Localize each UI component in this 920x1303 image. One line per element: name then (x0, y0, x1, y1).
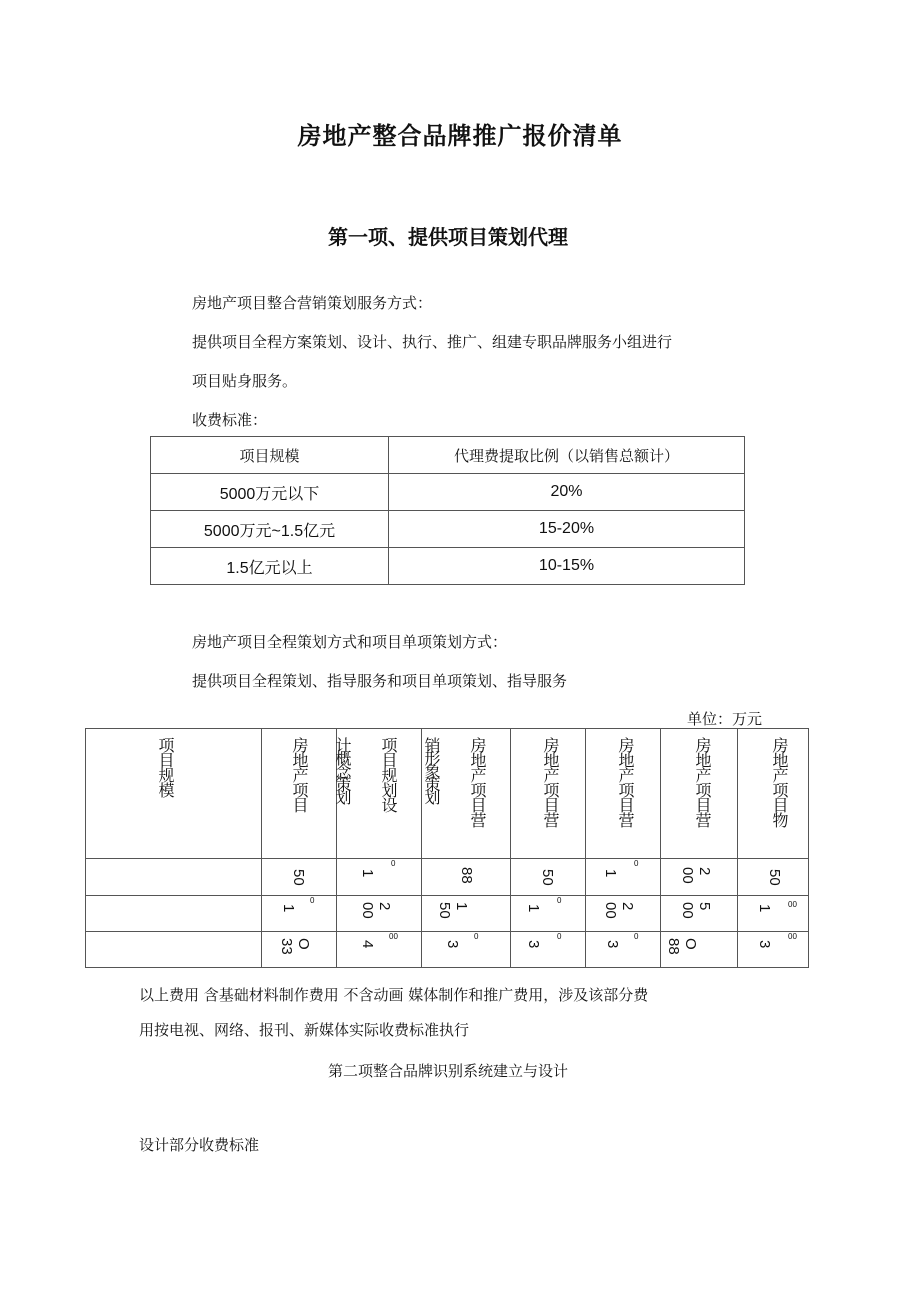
agency-fee-table (150, 436, 745, 585)
fee-value: 5 00 (679, 902, 713, 919)
fee-cell (337, 932, 422, 968)
service-mode-heading: 房地产项目整合营销策划服务方式： (192, 294, 433, 312)
fee-value: 3 (525, 940, 542, 949)
fee-cell (422, 859, 511, 896)
fee-value: 1 (602, 869, 619, 878)
fee-value: O 33 (278, 938, 312, 955)
fee-value: 1 50 (436, 902, 470, 919)
zero-mark: 00 (788, 932, 797, 941)
planning-mode-description: 提供项目全程策划、指导服务和项目单项策划、指导服务 (192, 672, 568, 690)
zero-mark: 00 (389, 932, 398, 941)
header-project-scale: 项目规模 (151, 437, 389, 474)
page-title: 房地产整合品牌推广报价清单 (297, 122, 623, 150)
header-text: 房地产项目物 (770, 737, 789, 827)
table-row (86, 932, 809, 968)
scale-cell: 5000万元~1.5亿元 (151, 511, 389, 548)
scale-cell (86, 932, 262, 968)
zero-mark: 0 (634, 932, 639, 941)
fee-cell (262, 859, 337, 896)
table-row (151, 548, 745, 585)
fee-value: 3 (756, 940, 773, 949)
section-1-title: 第一项、提供项目策划代理 (328, 225, 568, 249)
fee-value: 50 (290, 869, 307, 886)
fee-value: 3 (444, 940, 461, 949)
fee-value: 2 00 (359, 902, 393, 919)
fee-cell (586, 932, 661, 968)
fee-cell (511, 896, 586, 932)
scale-cell: 5000万元以下 (151, 474, 389, 511)
header-cell (738, 729, 809, 859)
header-text: 销形象策划 (422, 737, 441, 802)
header-cell (333, 729, 422, 859)
fee-cell (511, 932, 586, 968)
header-cell (86, 729, 262, 859)
header-cell (262, 729, 337, 859)
header-text: 房地产项目营 (468, 737, 487, 827)
service-description-line1: 提供项目全程方案策划、设计、执行、推广、组建专职品牌服务小组进行 (192, 333, 673, 351)
zero-mark: 0 (391, 859, 396, 868)
planning-fee-table (85, 728, 809, 968)
header-text: 计概念策划 (333, 737, 352, 802)
table-row (151, 511, 745, 548)
header-text: 房地产项目营 (616, 737, 635, 827)
fee-note-line2: 用按电视、网络、报刊、新媒体实际收费标准执行 (139, 1021, 470, 1039)
header-text: 房地产项目营 (541, 737, 560, 827)
planning-mode-heading: 房地产项目全程策划方式和项目单项策划方式： (192, 633, 508, 651)
fee-value: 3 (604, 940, 621, 949)
fee-cell (738, 859, 809, 896)
fee-cell (661, 896, 738, 932)
header-text: 房地产项目营 (693, 737, 712, 827)
fee-value: 4 (359, 940, 376, 949)
table-header-row (86, 729, 809, 859)
fee-cell (337, 896, 422, 932)
header-commission-ratio: 代理费提取比例（以销售总额计） (389, 437, 745, 474)
zero-mark: 0 (310, 896, 315, 905)
fee-value: 1 (359, 869, 376, 878)
fee-cell (586, 896, 661, 932)
fee-value: 2 00 (602, 902, 636, 919)
fee-standard-label: 收费标准： (192, 411, 268, 429)
zero-mark: 0 (557, 932, 562, 941)
header-cell (422, 729, 511, 859)
fee-cell (262, 896, 337, 932)
fee-cell (661, 859, 738, 896)
fee-cell (422, 896, 511, 932)
header-cell (511, 729, 586, 859)
table-row (86, 896, 809, 932)
fee-cell (738, 896, 809, 932)
fee-value: O 88 (665, 938, 699, 955)
service-description-line2: 项目贴身服务。 (192, 372, 298, 390)
ratio-cell: 10-15% (389, 548, 745, 585)
section-2-title: 第二项整合品牌识别系统建立与设计 (327, 1062, 568, 1080)
zero-mark: 0 (634, 859, 639, 868)
header-cell (586, 729, 661, 859)
fee-note-line1: 以上费用 含基础材料制作费用 不含动画 媒体制作和推广费用，涉及该部分费 (139, 986, 649, 1004)
fee-value: 50 (539, 869, 556, 886)
fee-cell (511, 859, 586, 896)
table-row (86, 859, 809, 896)
scale-cell (86, 859, 262, 896)
fee-cell (422, 932, 511, 968)
fee-value: 1 (280, 904, 297, 913)
fee-value: 50 (766, 869, 783, 886)
header-text: 项目规划设 (379, 737, 398, 812)
fee-value: 88 (458, 867, 475, 884)
fee-cell (586, 859, 661, 896)
header-cell (661, 729, 738, 859)
fee-value: 1 (756, 904, 773, 913)
zero-mark: 0 (557, 896, 562, 905)
design-fee-label: 设计部分收费标准 (139, 1136, 260, 1154)
fee-cell (262, 932, 337, 968)
fee-value: 2 00 (679, 867, 713, 884)
zero-mark: 0 (474, 932, 479, 941)
ratio-cell: 15-20% (389, 511, 745, 548)
zero-mark: 00 (788, 900, 797, 909)
fee-cell (337, 859, 422, 896)
header-text: 项目规模 (156, 737, 175, 797)
table-row (151, 474, 745, 511)
fee-cell (661, 932, 738, 968)
fee-value: 1 (525, 904, 542, 913)
table-header-row (151, 437, 745, 474)
unit-label: 单位：万元 (687, 710, 763, 728)
header-text: 房地产项目 (290, 737, 309, 812)
scale-cell (86, 896, 262, 932)
ratio-cell: 20% (389, 474, 745, 511)
scale-cell: 1.5亿元以上 (151, 548, 389, 585)
fee-cell (738, 932, 809, 968)
